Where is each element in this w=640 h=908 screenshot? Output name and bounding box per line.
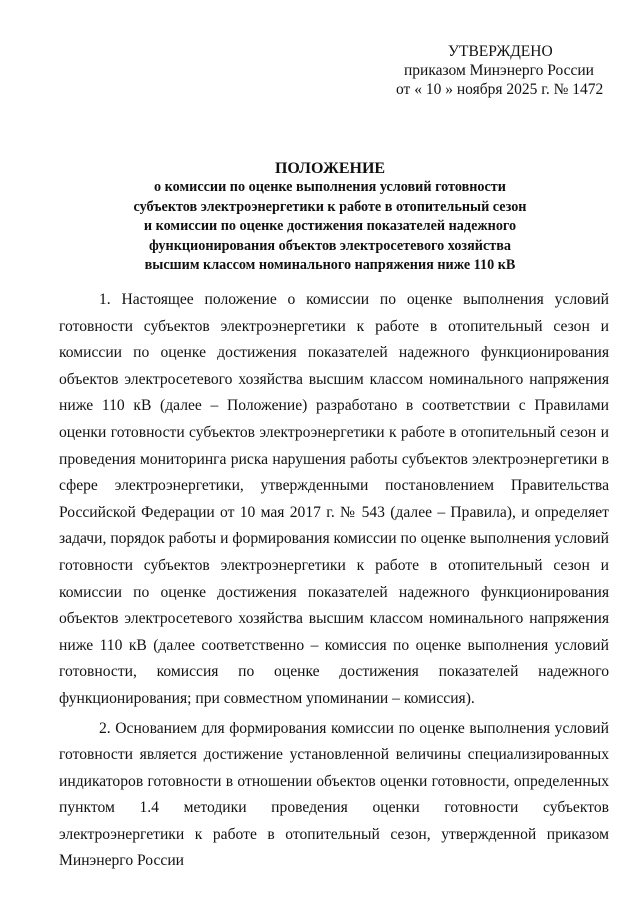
title-heading: ПОЛОЖЕНИЕ [274, 160, 386, 177]
approval-stamp [380, 42, 610, 99]
paragraph-1: 1. Настоящее положение о комиссии по оценке выполнения условий готовности субъектов электроэнергетики к работе в отопительный сезон и комиссии по оценке достижения показателей надежного функционирования объектов электросетевого хозяйства высшим классом номинального напряжения ниже 110 кВ (далее – Положение) разработано в соответствии с Правилами оценки готовности субъектов электроэнергетики к работе в отопительный сезон и проведения мониторинга риска нарушения работы субъектов электроэнергетики в сфере электроэнергетики, утвержденными постановлением Правительства Российской Федерации от 10 мая 2017 г. № 543 (далее – Правила), и определяет задачи, порядок работы и формирования комиссии по оценке выполнения условий готовности субъектов электроэнергетики к работе в отопительный сезон и комиссии по оценке достижения показателей надежного функционирования объектов электросетевого хозяйства высшим классом номинального напряжения ниже 110 кВ (далее соответственно – комиссия по оценке выполнения условий готовности, комиссия по оценке достижения показателей надежного функционирования; при совместном упоминании – комиссия). [59, 291, 609, 707]
document-body [59, 287, 609, 875]
document-title [60, 159, 600, 276]
title-line: субъектов электроэнергетики к работе в отопительный сезон [133, 198, 527, 215]
title-line: и комиссии по оценке достижения показателей надежного [143, 218, 517, 234]
title-line: о комиссии по оценке выполнения условий готовности [154, 179, 506, 195]
title-line: функционирования объектов электросетевого хозяйства [148, 237, 512, 254]
paragraph-2: 2. Основанием для формирования комиссии по оценке выполнения условий готовности является достижение установленной величины специализированных индикаторов готовности в отношении объектов оценки готовности, определенных пунктом 1.4 методики проведения оценки готовности субъектов электроэнергетики к работе в отопительный сезон, утвержденной приказом Минэнерго России [59, 719, 609, 870]
title-line: высшим классом номинального напряжения ниже 110 кВ [144, 257, 516, 273]
approval-line-approved: УТВЕРЖДЕНО [448, 43, 553, 60]
approval-line-order: приказом Минэнерго России [404, 62, 594, 79]
approval-line-date: от « 10 » ноября 2025 г. № 1472 [396, 81, 604, 98]
